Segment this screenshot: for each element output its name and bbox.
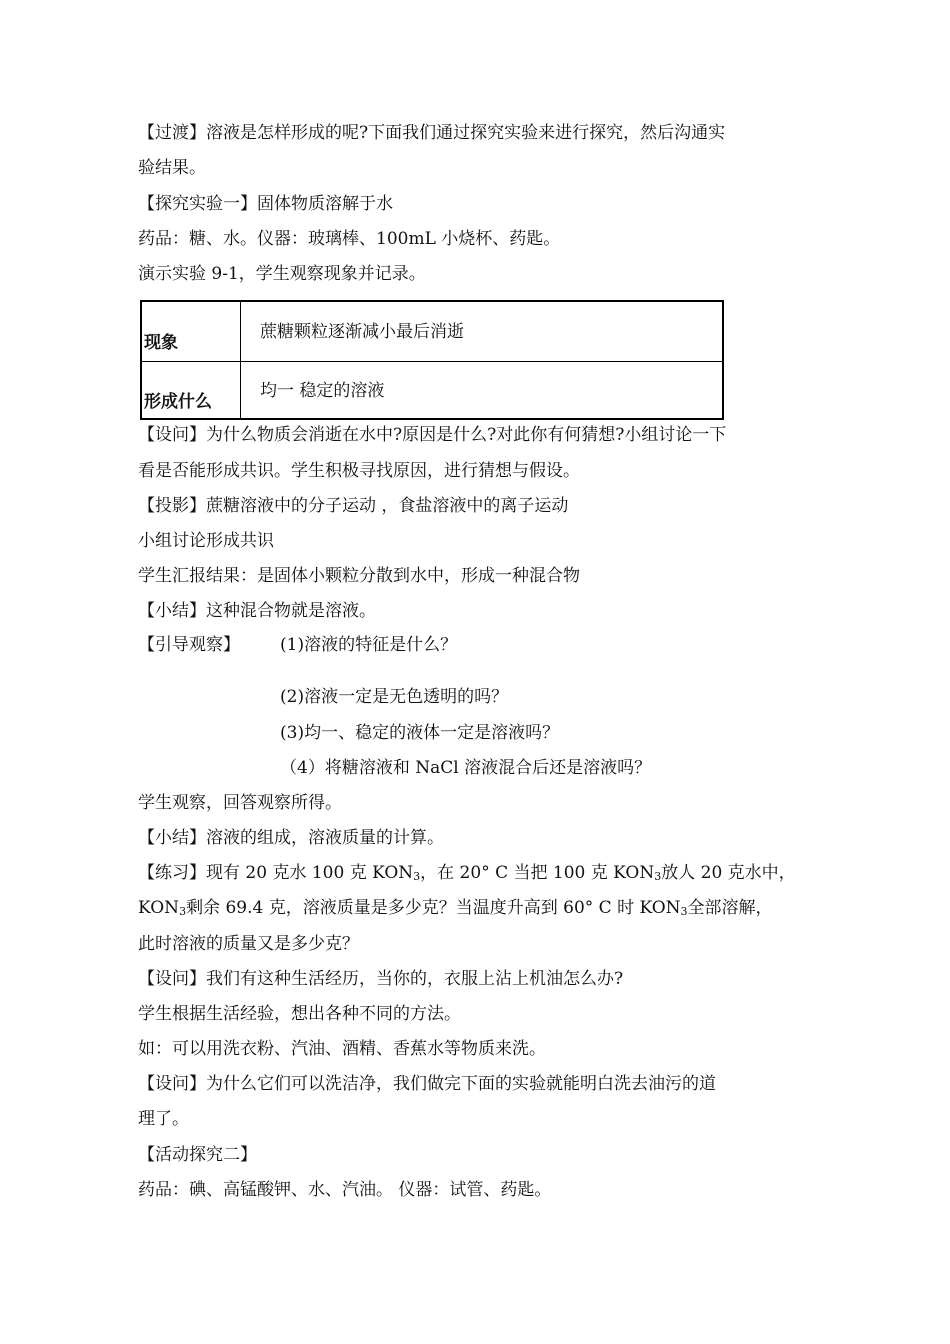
exercise-line	[138, 862, 796, 888]
guide-question-1: (1)溶液的特征是什么？	[280, 635, 458, 655]
paragraph-transition: 【过渡】溶液是怎样形成的呢?下面我们通过探究实验来进行探究，然后沟通实	[138, 123, 726, 143]
subscript: 3	[680, 905, 688, 918]
table-row-value: 均一 稳定的溶液	[260, 381, 385, 401]
subscript: 3	[179, 905, 187, 918]
table-row-label: 现象	[144, 333, 178, 353]
report-line: 学生汇报结果：是固体小颗粒分散到水中，形成一种混合物	[138, 566, 580, 586]
question-line-3-cont: 理了。	[138, 1109, 189, 1129]
guide-question-3: (3)均一、稳定的液体一定是溶液吗？	[280, 723, 560, 743]
student-line: 学生根据生活经验，想出各种不同的方法。	[138, 1004, 461, 1024]
exercise-line-cont	[138, 897, 773, 923]
paragraph-transition-cont: 验结果。	[138, 158, 206, 178]
exercise-text-e: 剩余 69.4 克，溶液质量是多少克？当温度升高到 60° C 时 KON	[186, 898, 681, 918]
materials-line-2: 药品：碘、高锰酸钾、水、汽油。 仪器：试管、药匙。	[138, 1180, 552, 1200]
exercise-text-a: 【练习】现有 20 克水 100 克 KON	[138, 863, 414, 883]
table-row-label: 形成什么	[144, 392, 212, 412]
demo-line: 演示实验 9-1，学生观察现象并记录。	[138, 264, 426, 284]
exercise-text-f: 全部溶解，	[687, 898, 773, 918]
table-row	[142, 302, 722, 362]
question-line-2: 【设问】我们有这种生活经历，当你的，衣服上沾上机油怎么办?	[138, 969, 624, 989]
exercise-text-c: 放人 20 克水中，	[661, 863, 796, 883]
materials-line: 药品：糖、水。仪器：玻璃棒、100mL 小烧杯、药匙。	[138, 229, 561, 249]
question-line-3: 【设问】为什么它们可以洗洁净，我们做完下面的实验就能明白洗去油污的道	[138, 1074, 716, 1094]
projection-line: 【投影】蔗糖溶液中的分子运动 ，食盐溶液中的离子运动	[138, 496, 569, 516]
discussion-line: 小组讨论形成共识	[138, 531, 274, 551]
subscript: 3	[413, 870, 421, 883]
heading-experiment-one: 【探究实验一】固体物质溶解于水	[138, 194, 393, 214]
guide-question-2: (2)溶液一定是无色透明的吗？	[280, 687, 509, 707]
exercise-text-b: ，在 20° C 当把 100 克 KON	[420, 863, 655, 883]
observation-table	[140, 300, 724, 420]
subscript: 3	[654, 870, 662, 883]
observation-line: 学生观察，回答观察所得。	[138, 793, 342, 813]
exercise-line-end: 此时溶液的质量又是多少克？	[138, 934, 359, 954]
question-line-cont: 看是否能形成共识。学生积极寻找原因，进行猜想与假设。	[138, 461, 580, 481]
heading-activity-two: 【活动探究二】	[138, 1145, 257, 1165]
guide-heading: 【引导观察】	[138, 635, 240, 655]
summary-line-2: 【小结】溶液的组成，溶液质量的计算。	[138, 828, 444, 848]
guide-question-4: （4）将糖溶液和 NaCl 溶液混合后还是溶液吗？	[280, 758, 652, 778]
summary-line: 【小结】这种混合物就是溶液。	[138, 601, 376, 621]
table-row	[142, 361, 722, 420]
example-line: 如：可以用洗衣粉、汽油、酒精、香蕉水等物质来洗。	[138, 1039, 546, 1059]
table-row-value: 蔗糖颗粒逐渐减小最后消逝	[260, 322, 464, 342]
question-line: 【设问】为什么物质会消逝在水中?原因是什么?对此你有何猜想?小组讨论一下	[138, 425, 727, 445]
exercise-text-d: KON	[138, 898, 180, 918]
